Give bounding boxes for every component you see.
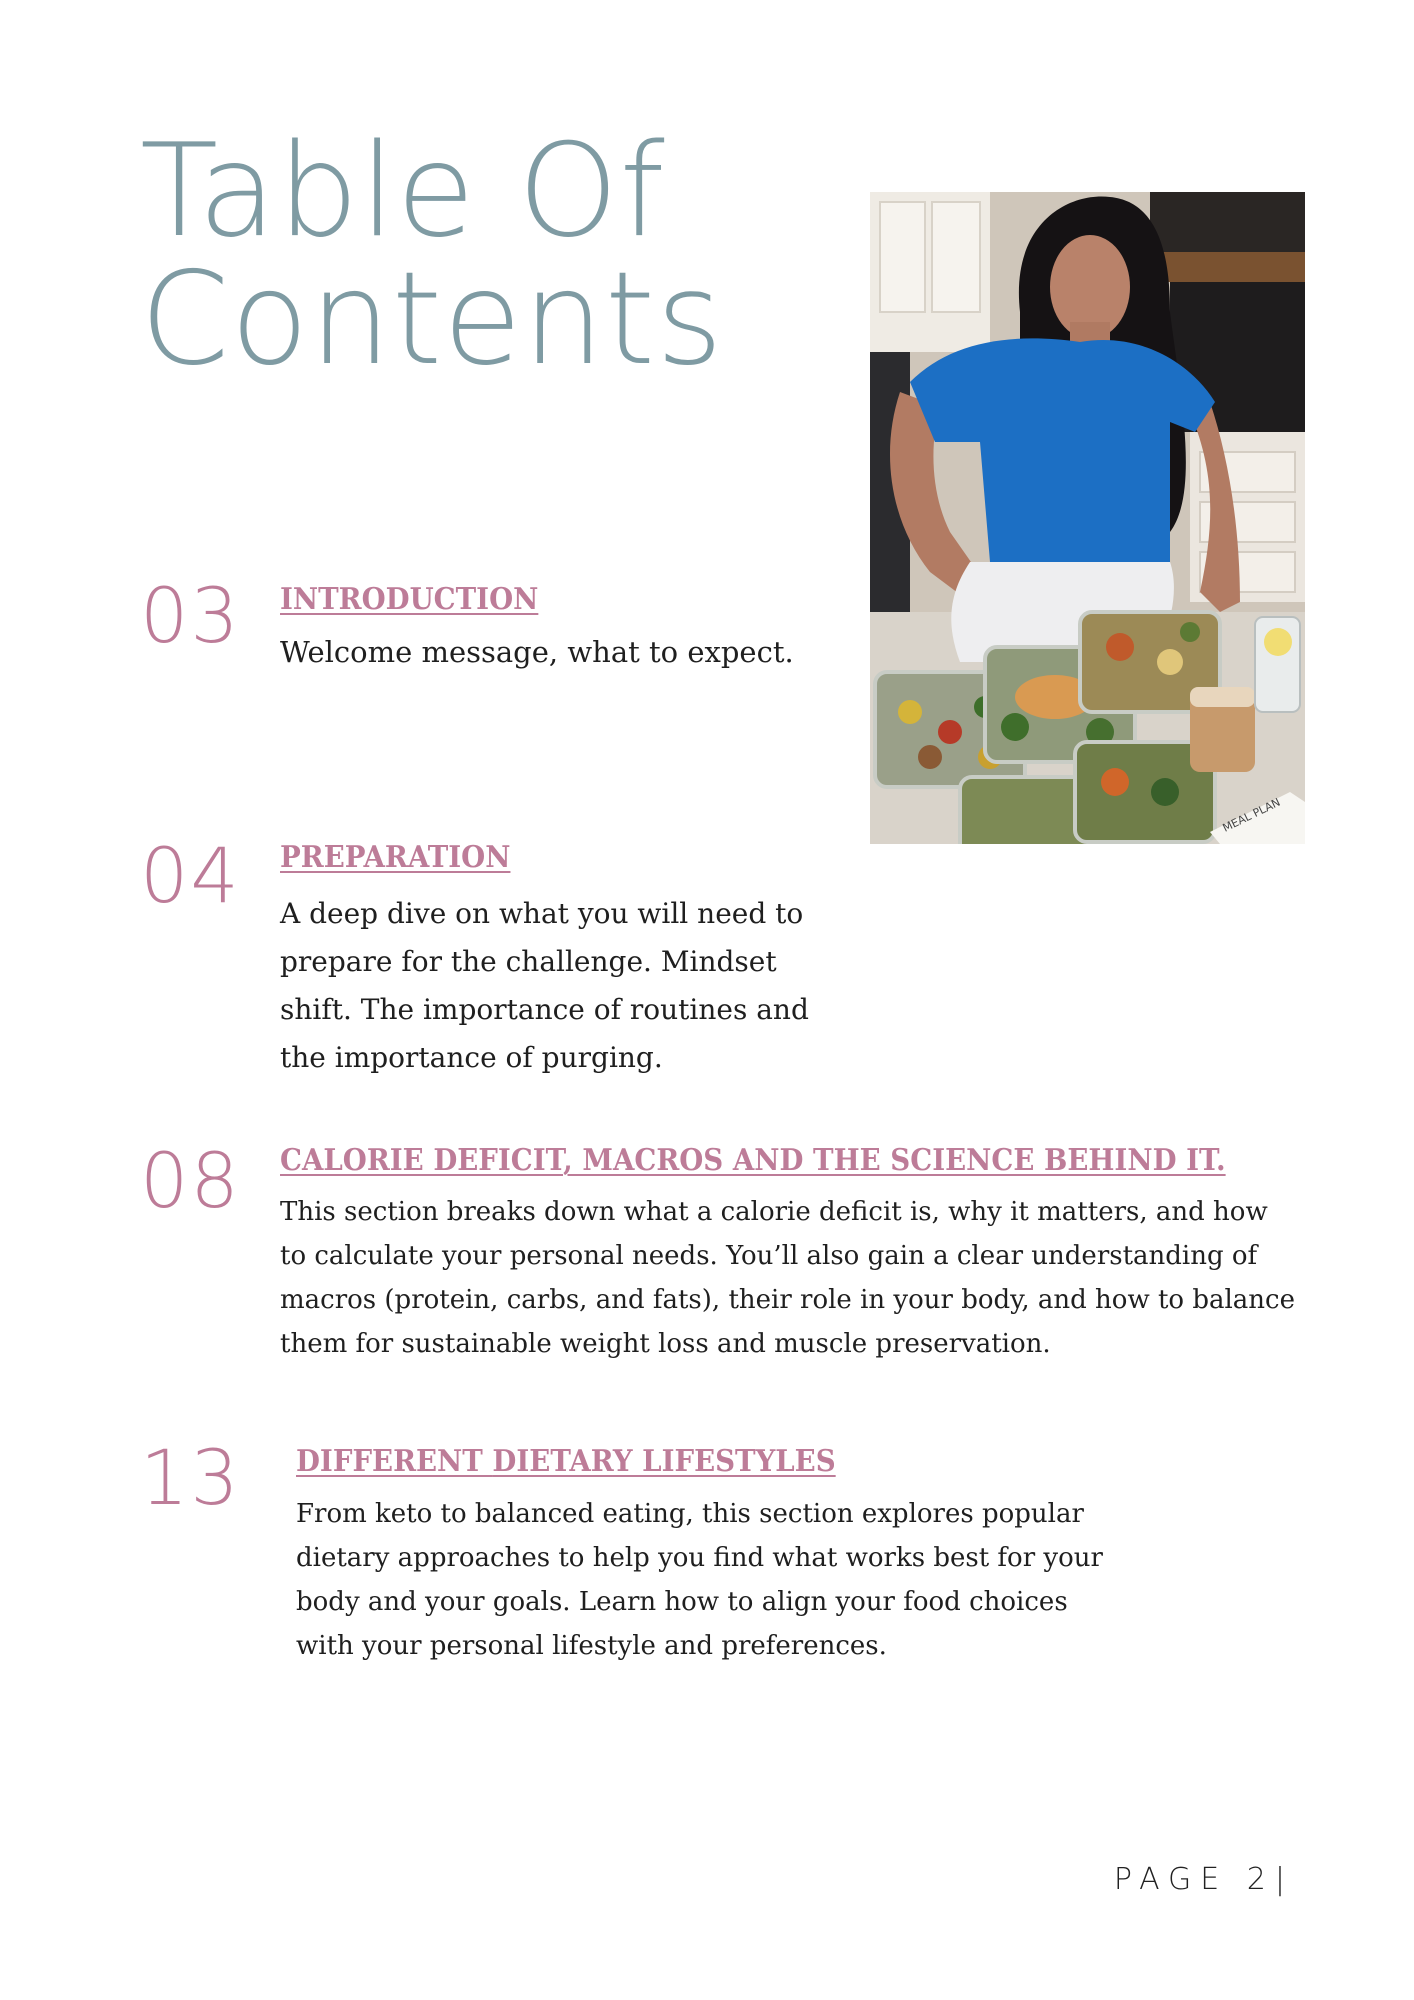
page-footer: PAGE 2|	[1113, 1862, 1294, 1897]
page-number-label: 13	[140, 1433, 241, 1522]
section-description: Welcome message, what to expect.	[280, 635, 794, 669]
page-number-label: 03	[140, 571, 241, 660]
meal-prep-photo	[870, 192, 1305, 844]
section-description: From keto to balanced eating, this section explores popular dietary approaches to help you find what works best for your body and your goals. Learn how to align your food choices with your personal lifestyle and preferences.	[296, 1499, 1103, 1661]
page-title	[140, 117, 724, 394]
section-description: This section breaks down what a calorie deficit is, why it matters, and how to calculate your personal needs. You’ll also gain a clear understanding of macros (protein, carbs, and fats), their role in your body, and how to balance them for sustainable weight loss and muscle preservation.	[280, 1197, 1295, 1359]
meal-plan-note: MEAL PLAN	[1220, 795, 1283, 835]
page-number-label: 08	[140, 1136, 241, 1225]
section-link-preparation[interactable]: PREPARATION	[280, 840, 511, 875]
section-heading-prefix: DIFFERENT	[296, 1444, 493, 1479]
section-description: A deep dive on what you will need to prepare for the challenge. Mindset shift. The importance of routines and the importance of purging.	[280, 897, 809, 1074]
section-link-calorie-deficit[interactable]: CALORIE DEFICIT, MACROS AND THE SCIENCE BEHIND IT.	[280, 1143, 1226, 1178]
page-title-line-2: Contents	[140, 245, 724, 394]
page-number-label: 04	[140, 831, 241, 920]
section-link-introduction[interactable]: INTRODUCTION	[280, 582, 539, 617]
section-link-dietary-lifestyles[interactable]	[296, 1445, 836, 1479]
page-title-line-1: Table Of	[140, 117, 666, 266]
section-heading-link[interactable]: DIETARY LIFESTYLES	[492, 1444, 836, 1479]
